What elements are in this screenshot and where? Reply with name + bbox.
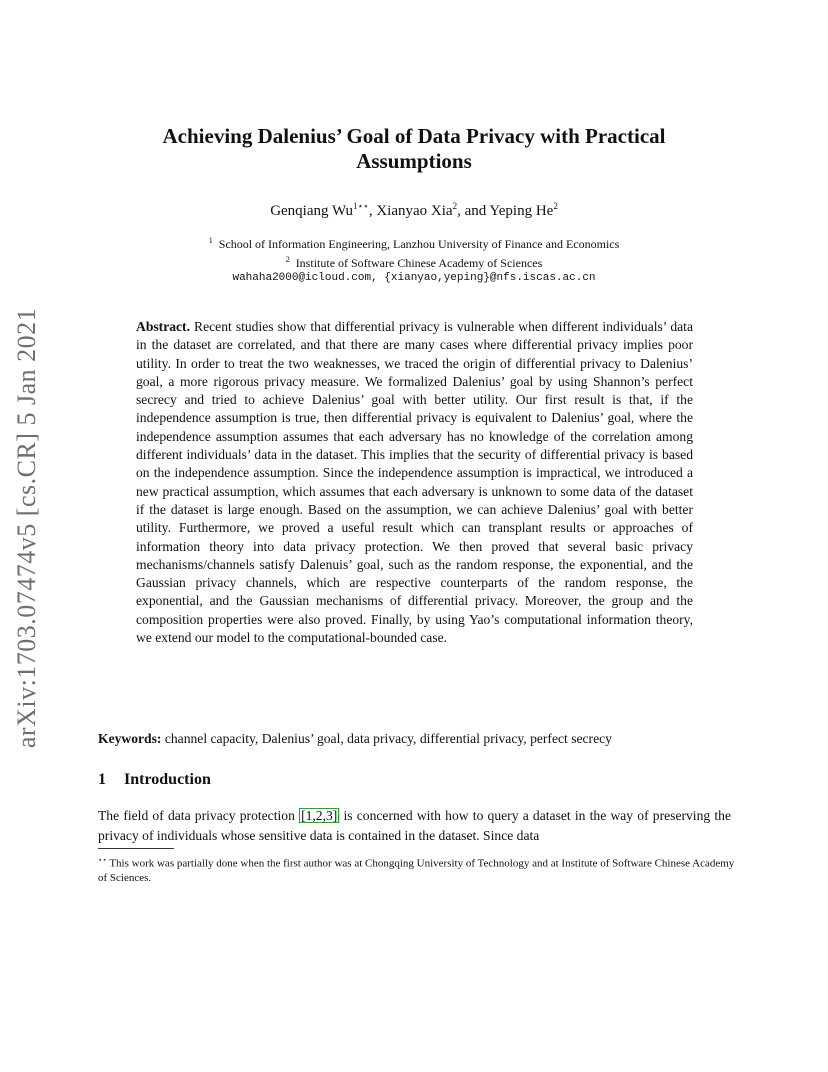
author-separator: , Xianyao Xia bbox=[368, 203, 453, 219]
affiliation-text: School of Information Engineering, Lanzhou University of Finance and Economics bbox=[218, 237, 620, 251]
abstract-text: Recent studies show that differential privacy is vulnerable when different individuals’ data in the dataset are correlated, and that there are many cases where differential privacy implies poor utility. In order to treat the two weaknesses, we traced the origin of differential privacy to Dalenius’ goal, a more rigorous privacy measure. We formalized Dalenius’ goal by using Shannon’s perfect secrecy and tried to achieve Dalenius’ goal with better utility. Our first result is that, if the independence assumption is true, then differential privacy is equivalent to Dalenius’ goal, where the independence assumption assumes that each adversary has no knowledge of the correlation among different individuals’ data in the dataset. This implies that the security of differential privacy is based on the independence assumption. Since the independence assumption is impractical, we introduced a new practical assumption, which assumes that each adversary is unknown to some data of the dataset if the dataset is large enough. Based on the assumption, we can achieve Dalenius’ goal with better utility. Furthermore, we proved a useful result which can transplant results or approaches of information theory into data privacy protection. We then proved that several basic privacy mechanisms/channels satisfy Dalenuis’ goal, such as the random response, the exponential, and the Gaussian privacy channels, which are respective counterparts of the random response, the exponential, and the Gaussian mechanisms of differential privacy. Moreover, the group and the composition properties were also proved. Finally, by using Yao’s computational information theory, we extend our model to the computational-bounded case. bbox=[136, 319, 693, 646]
affiliation-1 bbox=[0, 233, 828, 252]
affiliation-block bbox=[0, 233, 828, 286]
keywords-text: channel capacity, Dalenius’ goal, data privacy, differential privacy, perfect secrecy bbox=[164, 731, 612, 746]
section-title: Introduction bbox=[124, 771, 211, 788]
author-mark: 2 bbox=[452, 201, 458, 211]
author-mark: 2 bbox=[553, 201, 558, 211]
section-heading-introduction bbox=[98, 771, 211, 789]
affiliation-2 bbox=[0, 252, 828, 271]
footnote-divider bbox=[98, 848, 174, 849]
paragraph-text: is concerned with how to query a dataset in the way of preserving the privacy of individuals whose sensitive data is contained in the dataset. Since data bbox=[98, 808, 731, 843]
author-list bbox=[0, 201, 828, 220]
abstract bbox=[136, 318, 693, 647]
citation-link[interactable]: [1,2,3] bbox=[301, 808, 338, 823]
affiliation-mark: 2 bbox=[285, 255, 290, 264]
author-separator: , and Yeping He bbox=[457, 203, 554, 219]
affiliation-text: Institute of Software Chinese Academy of Sciences bbox=[295, 256, 543, 270]
affiliation-mark: 1 bbox=[208, 236, 213, 245]
section-number: 1 bbox=[98, 771, 106, 788]
paper-title-line-1: Achieving Dalenius’ Goal of Data Privacy with Practical bbox=[162, 124, 666, 148]
abstract-label: Abstract. bbox=[136, 319, 190, 334]
author-mark: 1⋆⋆ bbox=[353, 201, 369, 211]
arxiv-identifier-stamp: arXiv:1703.07474v5 [cs.CR] 5 Jan 2021 bbox=[12, 307, 41, 749]
keywords-label: Keywords: bbox=[98, 731, 162, 746]
footnote bbox=[98, 853, 738, 886]
paper-title bbox=[0, 124, 828, 174]
author-emails: wahaha2000@icloud.com, {xianyao,yeping}@nfs.iscas.ac.cn bbox=[232, 272, 596, 284]
paper-title-line-2: Assumptions bbox=[356, 149, 472, 173]
author-name: Genqiang Wu bbox=[270, 203, 354, 219]
keywords bbox=[98, 730, 738, 748]
paragraph-text: The field of data privacy protection bbox=[98, 808, 300, 823]
footnote-mark: ⋆⋆ bbox=[98, 856, 107, 864]
footnote-text: This work was partially done when the first author was at Chongqing University of Technology and at Institute of Software Chinese Academy of Sciences. bbox=[98, 857, 735, 885]
introduction-paragraph bbox=[98, 806, 731, 845]
